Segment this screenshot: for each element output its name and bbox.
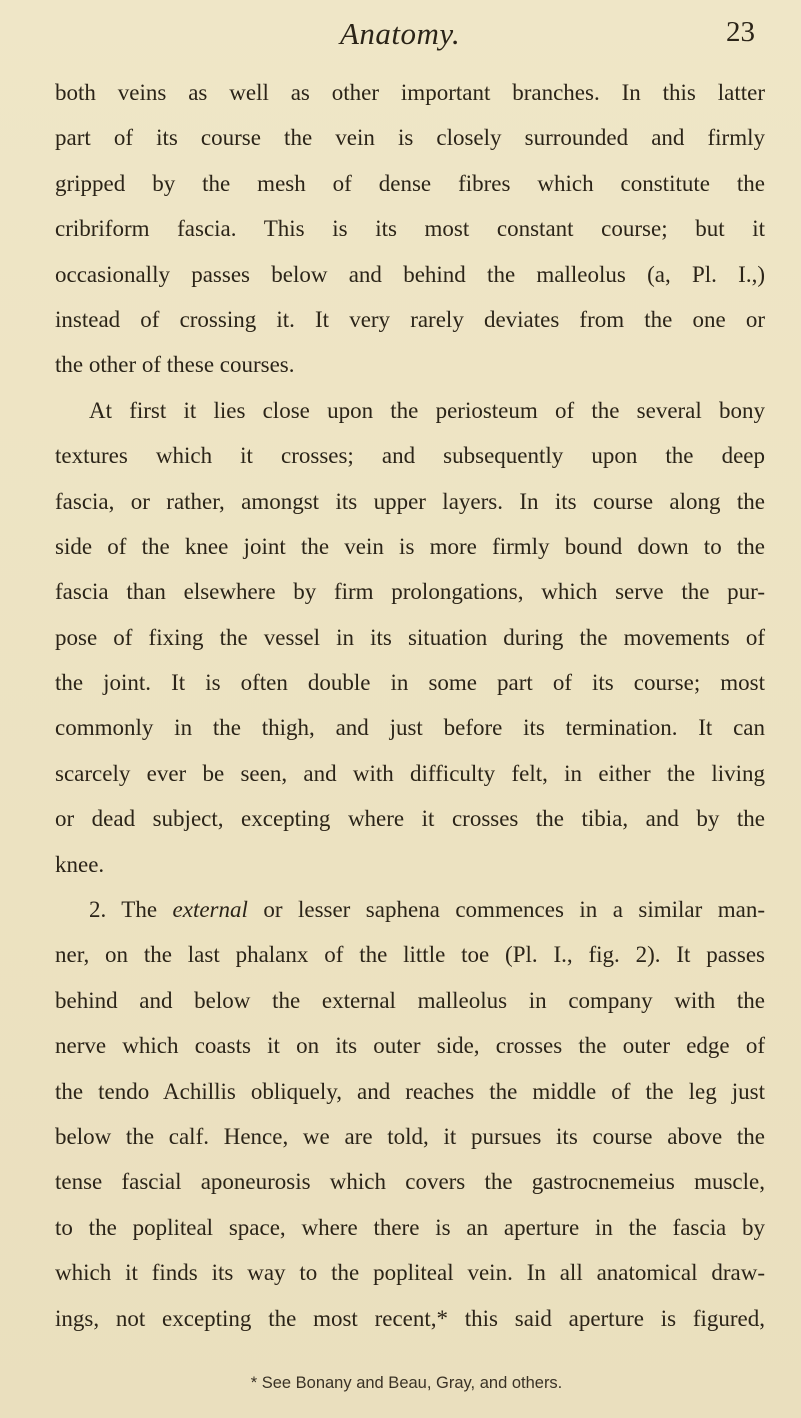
text-line: fascia than elsewhere by firm prolongations, which serve the pur- (55, 579, 765, 605)
text-line: nerve which coasts it on its outer side, crosses the outer edge of (55, 1033, 765, 1059)
text-line: ner, on the last phalanx of the little toe (Pl. I., fig. 2). It passes (55, 942, 765, 968)
text-line: knee. (55, 851, 105, 877)
body-text (55, 70, 765, 1341)
text-line: pose of fixing the vessel in its situation during the movements of (55, 624, 765, 650)
text-line: side of the knee joint the vein is more firmly bound down to the (55, 533, 765, 559)
text-line: or dead subject, excepting where it crosses the tibia, and by the (55, 806, 765, 832)
text-line: the tendo Achillis obliquely, and reaches the middle of the leg just (55, 1078, 765, 1104)
running-title: Anatomy. (340, 16, 461, 51)
text-line: tense fascial aponeurosis which covers the gastrocnemeius muscle, (55, 1169, 765, 1195)
line-remainder: or lesser saphena commences in a similar man- (247, 897, 766, 923)
text-line: cribriform fascia. This is its most constant course; but it (55, 216, 765, 242)
page-number: 23 (726, 16, 755, 48)
text-line: to the popliteal space, where there is an aperture in the fascia by (55, 1214, 765, 1240)
text-line: ings, not excepting the most recent,* this said aperture is figured, (55, 1305, 765, 1331)
text-line: scarcely ever be seen, and with difficulty felt, in either the living (55, 760, 765, 786)
footnote (0, 1374, 801, 1393)
text-line: part of its course the vein is closely surrounded and firmly (55, 125, 765, 151)
text-line: behind and below the external malleolus in company with the (55, 987, 765, 1013)
text-line: below the calf. Hence, we are told, it pursues its course above the (55, 1123, 765, 1149)
text-line: instead of crossing it. It very rarely deviates from the one or (55, 306, 765, 332)
text-line: textures which it crosses; and subsequently upon the deep (55, 443, 765, 469)
text-line: both veins as well as other important branches. In this latter (55, 80, 765, 105)
footnote-text: * See Bonany and Beau, Gray, and others. (250, 1374, 563, 1392)
text-line: commonly in the thigh, and just before its termination. It can (55, 715, 765, 741)
page-header (0, 14, 801, 58)
paragraph-start-line: At first it lies close upon the periosteum of the several bony (89, 397, 765, 423)
text-line: which it finds its way to the popliteal vein. In all anatomical draw- (55, 1260, 765, 1286)
paragraph-start-line (55, 887, 765, 932)
text-line: the joint. It is often double in some part of its course; most (55, 670, 765, 696)
text-line: the other of these courses. (55, 352, 295, 378)
italic-term: external (172, 897, 248, 923)
section-number-text: 2. The (89, 897, 173, 923)
text-line: occasionally passes below and behind the malleolus (a, Pl. I.,) (55, 261, 765, 287)
text-line: gripped by the mesh of dense fibres which constitute the (55, 170, 765, 196)
text-line: fascia, or rather, amongst its upper layers. In its course along the (55, 488, 765, 514)
